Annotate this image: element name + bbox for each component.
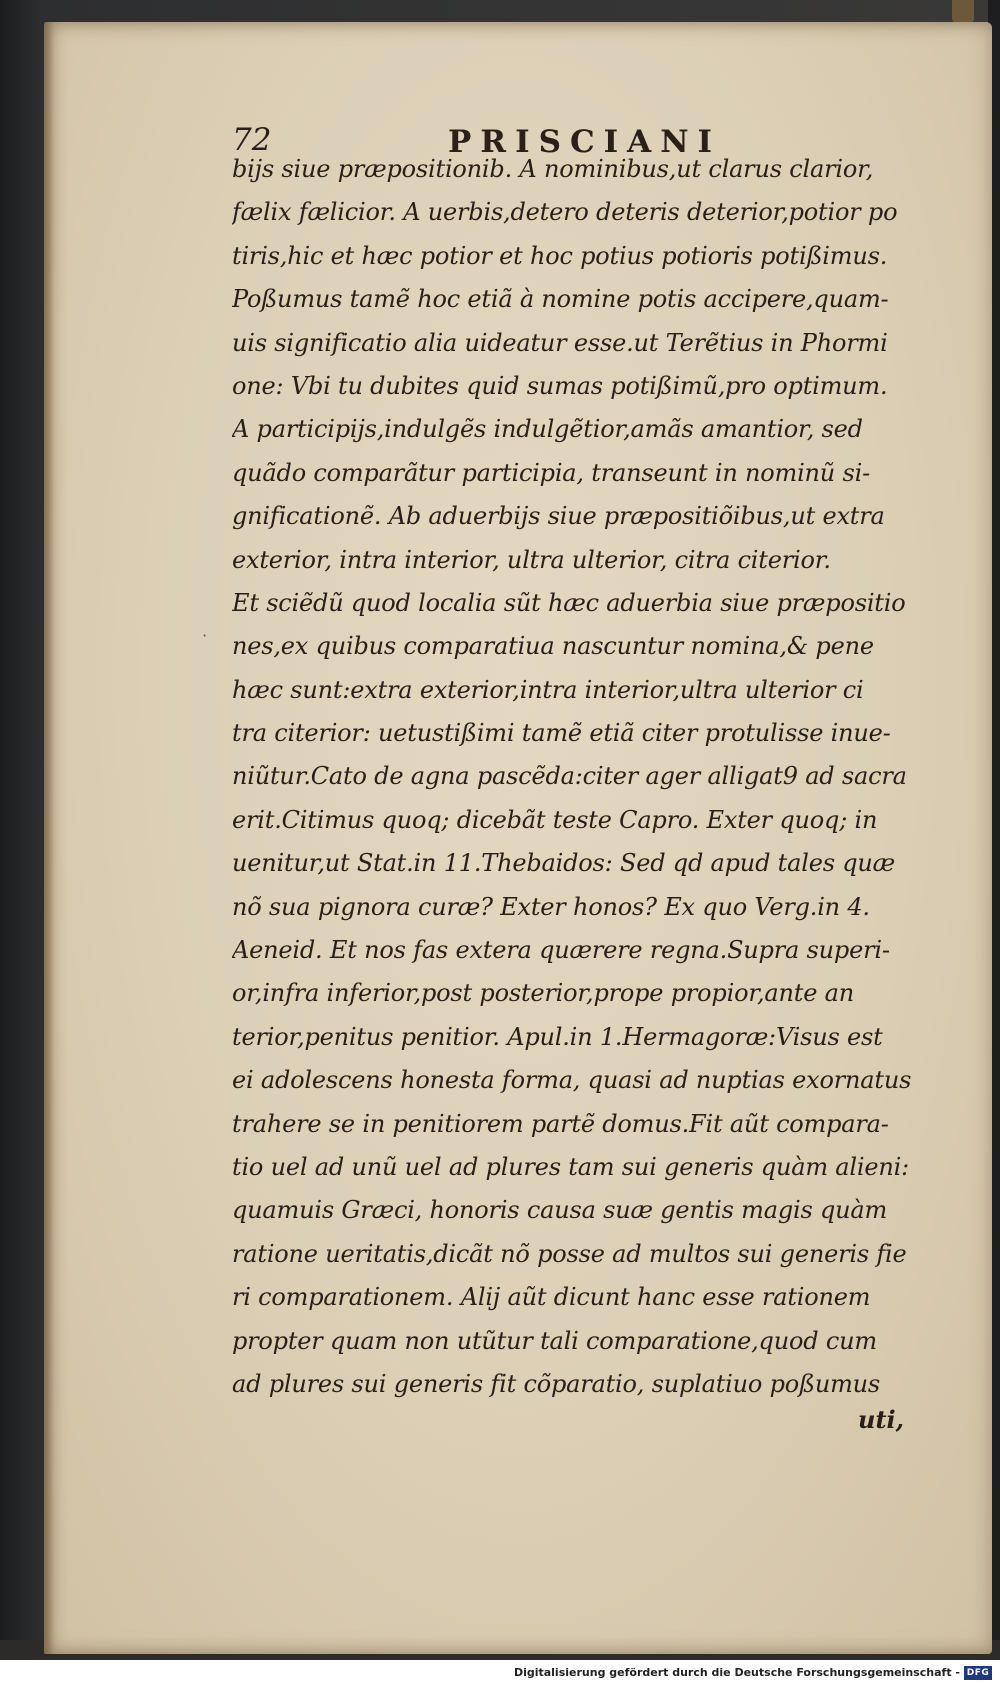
text-line: or,infra inferior,post posterior,prope propior,ante an [232,979,854,1008]
text-line: propter quam non utũtur tali comparatione,quod cum [232,1326,877,1355]
catchword: uti, [858,1405,905,1434]
text-line: uis significatio alia uideatur esse.ut Terẽtius in Phormi [232,328,888,357]
text-line: tio uel ad unũ uel ad plures tam sui generis quàm alieni: [232,1152,909,1181]
binding-edge [952,0,974,24]
text-line: tra citerior: uetustißimi tamẽ etiã citer protulisse inue- [232,719,891,748]
text-line: hæc sunt:extra exterior,intra interior,ultra ulterior ci [232,675,864,704]
text-line: erit.Citimus quoq; dicebãt teste Capro. Exter quoq; in [232,805,878,834]
page-number: 72 [232,122,272,158]
body-text [232,148,950,1406]
digitization-footer [0,1660,1000,1687]
dfg-logo: DFG [964,1666,992,1680]
text-line: tiris,hic et hæc potior et hoc potius potioris potißimus. [232,241,888,270]
text-line: nõ sua pignora curæ? Exter honos? Ex quo Verg.in 4. [232,892,870,921]
text-line: bijs siue præpositionib. A nominibus,ut clarus clarior, [232,155,874,183]
text-line: ratione ueritatis,dicãt nõ posse ad multos sui generis fie [232,1239,907,1268]
text-line: trahere se in penitiorem partẽ domus.Fit aũt compara- [232,1109,889,1138]
text-line: ri comparationem. Alij aũt dicunt hanc esse rationem [232,1283,871,1312]
text-line: Poßumus tamẽ hoc etiã à nomine potis accipere,quam- [232,285,889,314]
text-line: exterior, intra interior, ultra ulterior, citra citerior. [232,545,831,574]
text-line: uenitur,ut Stat.in 11.Thebaidos: Sed qd apud tales quæ [232,849,896,878]
text-line: quamuis Græci, honoris causa suæ gentis magis quàm [232,1196,888,1225]
text-line: Aeneid. Et nos fas extera quærere regna.Supra superi- [232,936,890,965]
text-line: ei adolescens honesta forma, quasi ad nuptias exornatus [232,1066,912,1095]
text-line: nes,ex quibus comparatiua nascuntur nomina,& pene [232,632,874,661]
text-line: gnificationẽ. Ab aduerbijs siue præpositiõibus,ut extra [232,502,885,531]
running-head: PRISCIANI [448,124,722,160]
text-line: niũtur.Cato de agna pascẽda:citer ager alligat9 ad sacra [232,762,907,791]
text-line: Et sciẽdũ quod localia sũt hæc aduerbia siue præpositio [232,588,906,617]
funding-note: Digitalisierung gefördert durch die Deutsche Forschungsgemeinschaft - [513,1666,960,1679]
margin-mark: · [202,626,208,645]
text-line: quãdo comparãtur participia, transeunt in nominũ si- [232,458,870,487]
text-line: one: Vbi tu dubites quid sumas potißimũ,pro optimum. [232,371,888,400]
text-line: fælix fælicior. A uerbis,detero deteris deterior,potior po [232,198,898,227]
text-line: A participijs,indulgẽs indulgẽtior,amãs amantior, sed [232,415,863,444]
text-line: terior,penitus penitior. Apul.in 1.Hermagoræ:Visus est [232,1022,883,1051]
text-line: ad plures sui generis fit cõparatio, suplatiuo poßumus [232,1369,881,1398]
